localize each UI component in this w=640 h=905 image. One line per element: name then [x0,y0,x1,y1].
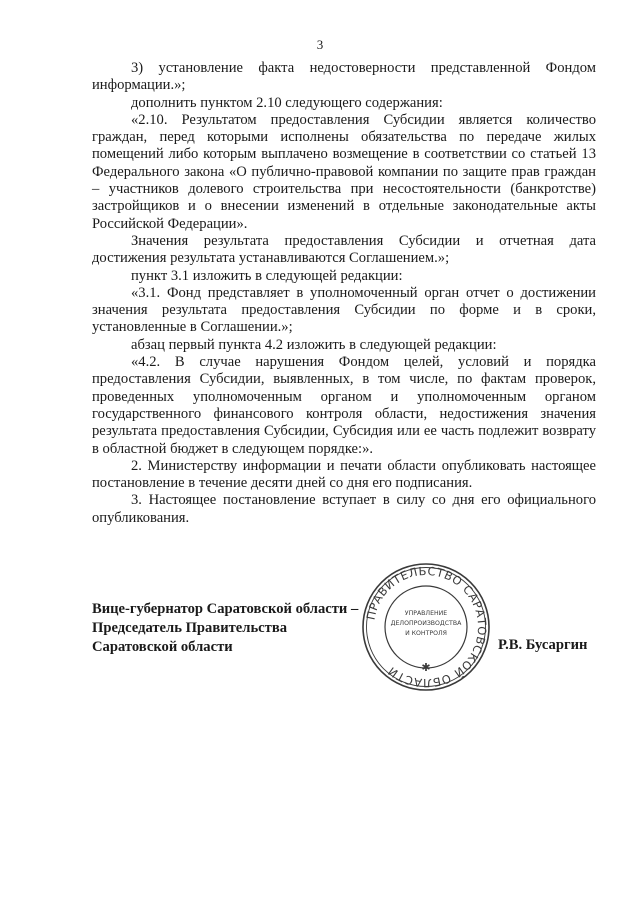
signatory-position-line: Вице-губернатор Саратовской области – [92,601,359,617]
signatory-position-line: Председатель Правительства [92,620,288,636]
paragraph: «3.1. Фонд представляет в уполномоченный орган отчет о достижении значения результата предоставления Субсидии по форме и в сроки, установленные в Соглашении.»; [92,284,596,336]
seal-star-icon: ✱ [421,661,431,674]
paragraph: 3) установление факта недостоверности представленной Фондом информации.»; [92,60,596,94]
paragraph: абзац первый пункта 4.2 изложить в следующей редакции: [131,336,497,353]
paragraph: пункт 3.1 изложить в следующей редакции: [131,267,403,284]
signatory-position [92,600,382,657]
signatory-position-line: Саратовской области [92,639,233,655]
seal-inner-line: ДЕЛОПРОИЗВОДСТВА [390,620,462,627]
page-number: 3 [316,37,324,52]
paragraph: «4.2. В случае нарушения Фондом целей, условий и порядка предоставления Субсидии, выявленных, в том числе, по фактам проверок, проведенных уполномоченным органом и уполномоченным органом государственного финансового контроля области, недостижения значения результата предоставления Субсидии, Субсидия или ее часть подлежит возврату в областной бюджет в следующем порядке:». [92,354,596,457]
official-seal [360,561,492,693]
seal-ring-textpath: ПРАВИТЕЛЬСТВО САРАТОВСКОЙ ОБЛАСТИ [363,563,490,691]
paragraph: 2. Министерству информации и печати области опубликовать настоящее постановление в течение десяти дней со дня его подписания. [92,457,596,492]
signatory-name: Р.В. Бусаргин [498,637,588,653]
paragraph: Значения результата предоставления Субсидии и отчетная дата достижения результата устанавливаются Соглашением.»; [92,232,596,267]
paragraph: «2.10. Результатом предоставления Субсидии является количество граждан, перед которыми исполнены обязательства по передаче жилых помещений либо которым выплачено возмещение в соответствии со статьей 13 Федерального закона «О публично-правовой компании по защите прав граждан – участников долевого строительства при несостоятельности (банкротстве) застройщиков и о внесении изменений в отдельные законодательные акты Российской Федерации». [92,111,596,232]
paragraph: дополнить пунктом 2.10 следующего содержания: [131,94,443,111]
seal-inner-line: И КОНТРОЛЯ [405,630,447,637]
paragraph: 3. Настоящее постановление вступает в силу со дня его официального опубликования. [92,492,596,526]
seal-inner-line: УПРАВЛЕНИЕ [404,610,448,617]
document-body [92,60,596,527]
